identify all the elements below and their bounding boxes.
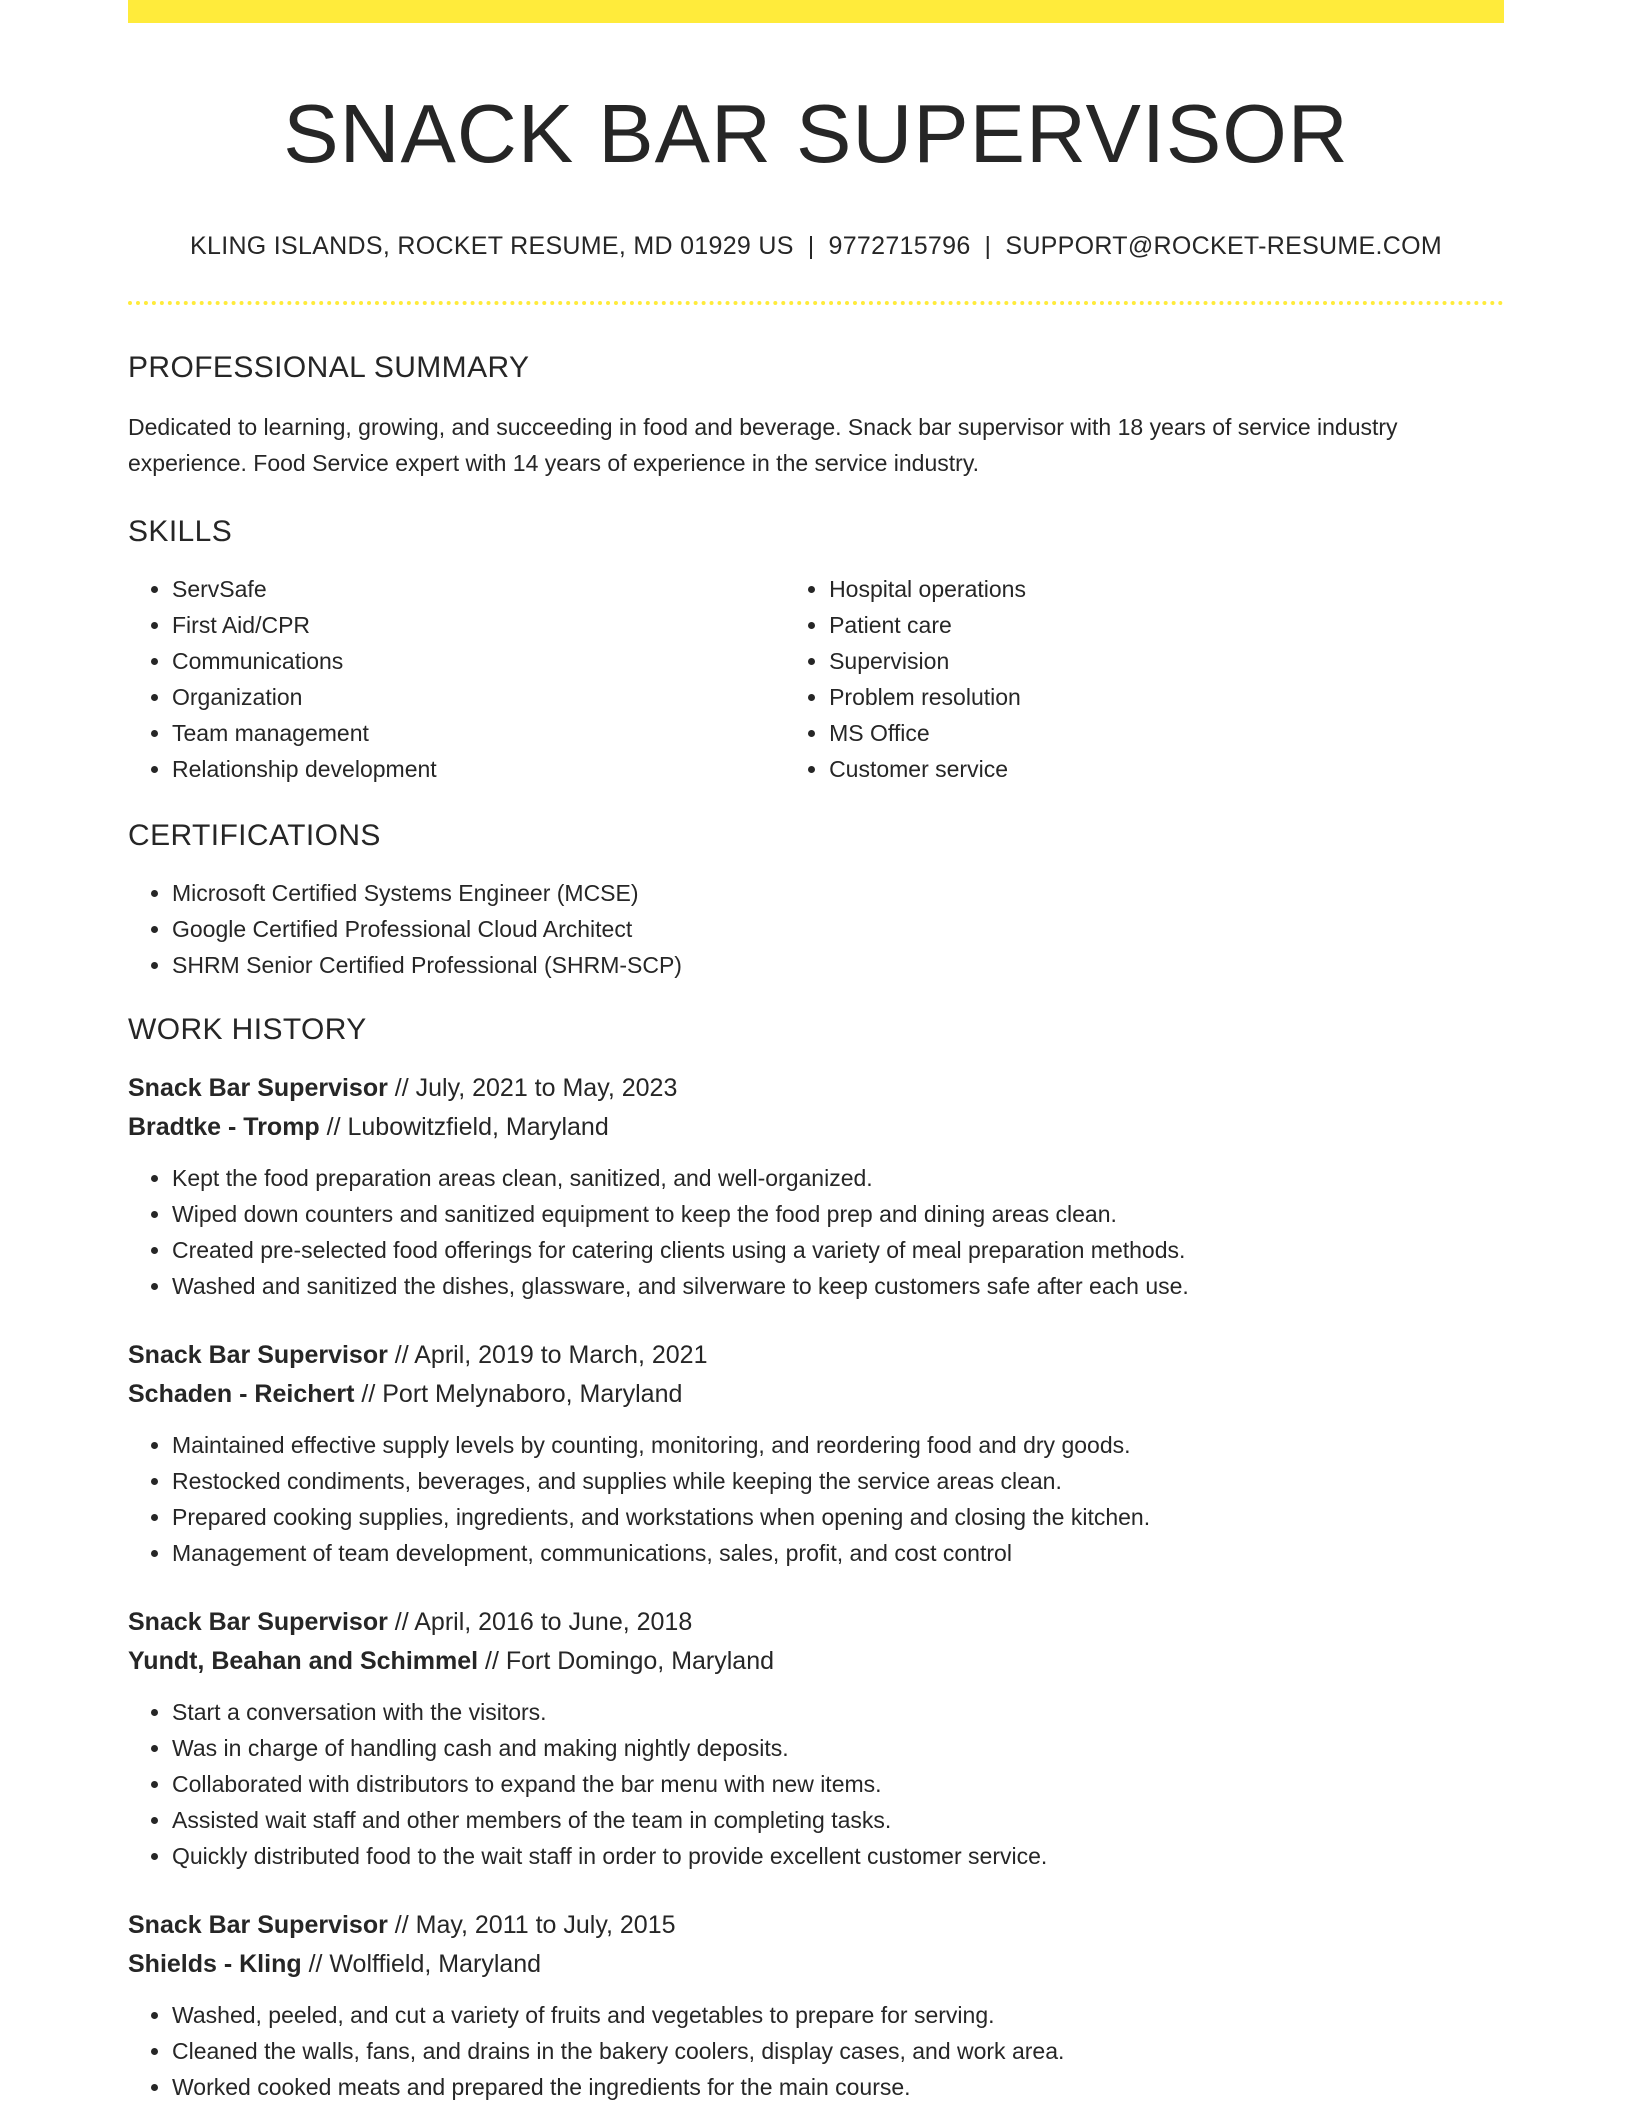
job-dates: // April, 2016 to June, 2018: [387, 1607, 693, 1636]
job-bullet-list: [128, 1694, 1504, 1874]
job-role: Snack Bar Supervisor: [128, 1340, 388, 1369]
job-company-line: [128, 1945, 1504, 1984]
skill-item: • Communications: [172, 643, 785, 679]
certification-item: • SHRM Senior Certified Professional (SHRM-SCP): [172, 947, 1504, 983]
job-location: // Fort Domingo, Maryland: [478, 1646, 775, 1675]
skill-item: • Patient care: [829, 607, 1504, 643]
resume-name: SNACK BAR SUPERVISOR: [283, 87, 1349, 180]
job-entry: [128, 1603, 1504, 1874]
dotted-divider: [128, 301, 1504, 305]
job-entry: [128, 1906, 1504, 2105]
job-role: Snack Bar Supervisor: [128, 1073, 388, 1102]
job-company-line: [128, 1108, 1504, 1147]
contact-separator: |: [807, 231, 815, 260]
job-bullet: • Collaborated with distributors to expand the bar menu with new items.: [172, 1766, 1504, 1802]
skills-heading: SKILLS: [128, 514, 233, 548]
job-bullet: • Quickly distributed food to the wait staff in order to provide excellent customer service.: [172, 1838, 1504, 1874]
job-entry: [128, 1336, 1504, 1571]
job-location: // Wolffield, Maryland: [301, 1949, 542, 1978]
job-bullet: • Washed and sanitized the dishes, glassware, and silverware to keep customers safe after each use.: [172, 1268, 1504, 1304]
job-bullet: • Maintained effective supply levels by counting, monitoring, and reordering food and dry goods.: [172, 1427, 1504, 1463]
skills-left-list: [128, 571, 785, 787]
job-title-line: [128, 1336, 1504, 1375]
skill-item: • Organization: [172, 679, 785, 715]
summary-heading: PROFESSIONAL SUMMARY: [128, 350, 530, 384]
job-bullet: • Was in charge of handling cash and making nightly deposits.: [172, 1730, 1504, 1766]
job-title-line: [128, 1906, 1504, 1945]
skills-right-list: [785, 571, 1504, 787]
job-company: Bradtke - Tromp: [128, 1112, 320, 1141]
job-company-line: [128, 1642, 1504, 1681]
skills-columns: [128, 571, 1504, 787]
job-bullet: • Created pre-selected food offerings for catering clients using a variety of meal preparation methods.: [172, 1232, 1504, 1268]
job-bullet-list: [128, 1160, 1504, 1304]
job-bullet: • Restocked condiments, beverages, and supplies while keeping the service areas clean.: [172, 1463, 1504, 1499]
job-dates: // May, 2011 to July, 2015: [387, 1910, 676, 1939]
job-bullet: • Management of team development, communications, sales, profit, and cost control: [172, 1535, 1504, 1571]
skill-item: • Customer service: [829, 751, 1504, 787]
certifications-heading: CERTIFICATIONS: [128, 818, 381, 852]
skill-item: • Team management: [172, 715, 785, 751]
job-title-line: [128, 1069, 1504, 1108]
summary-text: Dedicated to learning, growing, and succeeding in food and beverage. Snack bar supervisor with 18 years of service industry experience. Food Service expert with 14 years of experience in the service industry.: [128, 413, 1398, 476]
resume-page: [128, 0, 1504, 2105]
skill-item: • Problem resolution: [829, 679, 1504, 715]
job-bullet: • Worked cooked meats and prepared the ingredients for the main course.: [172, 2069, 1504, 2105]
job-bullet: • Cleaned the walls, fans, and drains in the bakery coolers, display cases, and work area.: [172, 2033, 1504, 2069]
job-company: Schaden - Reichert: [128, 1379, 355, 1408]
job-dates: // July, 2021 to May, 2023: [387, 1073, 678, 1102]
contact-address: KLING ISLANDS, ROCKET RESUME, MD 01929 US: [190, 231, 794, 260]
skill-item: • ServSafe: [172, 571, 785, 607]
job-bullet: • Kept the food preparation areas clean, sanitized, and well-organized.: [172, 1160, 1504, 1196]
certification-item: • Google Certified Professional Cloud Architect: [172, 911, 1504, 947]
job-bullet: • Start a conversation with the visitors.: [172, 1694, 1504, 1730]
job-bullet-list: [128, 1997, 1504, 2105]
work-history-heading: WORK HISTORY: [128, 1012, 367, 1046]
contact-phone: 9772715796: [828, 231, 971, 260]
job-bullet: • Washed, peeled, and cut a variety of fruits and vegetables to prepare for serving.: [172, 1997, 1504, 2033]
job-company: Yundt, Beahan and Schimmel: [128, 1646, 479, 1675]
skill-item: • MS Office: [829, 715, 1504, 751]
job-entry: [128, 1069, 1504, 1304]
certification-item: • Microsoft Certified Systems Engineer (MCSE): [172, 875, 1504, 911]
job-bullet: • Prepared cooking supplies, ingredients, and workstations when opening and closing the kitchen.: [172, 1499, 1504, 1535]
job-role: Snack Bar Supervisor: [128, 1910, 388, 1939]
skill-item: • First Aid/CPR: [172, 607, 785, 643]
skill-item: • Relationship development: [172, 751, 785, 787]
contact-separator: |: [984, 231, 992, 260]
certifications-list: [128, 875, 1504, 983]
skill-item: • Hospital operations: [829, 571, 1504, 607]
job-company: Shields - Kling: [128, 1949, 302, 1978]
accent-top-bar: [128, 0, 1504, 23]
job-title-line: [128, 1603, 1504, 1642]
contact-email: SUPPORT@ROCKET-RESUME.COM: [1005, 231, 1442, 260]
job-bullet: • Assisted wait staff and other members of the team in completing tasks.: [172, 1802, 1504, 1838]
job-dates: // April, 2019 to March, 2021: [387, 1340, 708, 1369]
job-location: // Lubowitzfield, Maryland: [319, 1112, 609, 1141]
job-bullet-list: [128, 1427, 1504, 1571]
job-bullet: • Wiped down counters and sanitized equipment to keep the food prep and dining areas clean.: [172, 1196, 1504, 1232]
contact-line: [128, 232, 1504, 261]
job-role: Snack Bar Supervisor: [128, 1607, 388, 1636]
job-location: // Port Melynaboro, Maryland: [354, 1379, 683, 1408]
job-company-line: [128, 1375, 1504, 1414]
skill-item: • Supervision: [829, 643, 1504, 679]
